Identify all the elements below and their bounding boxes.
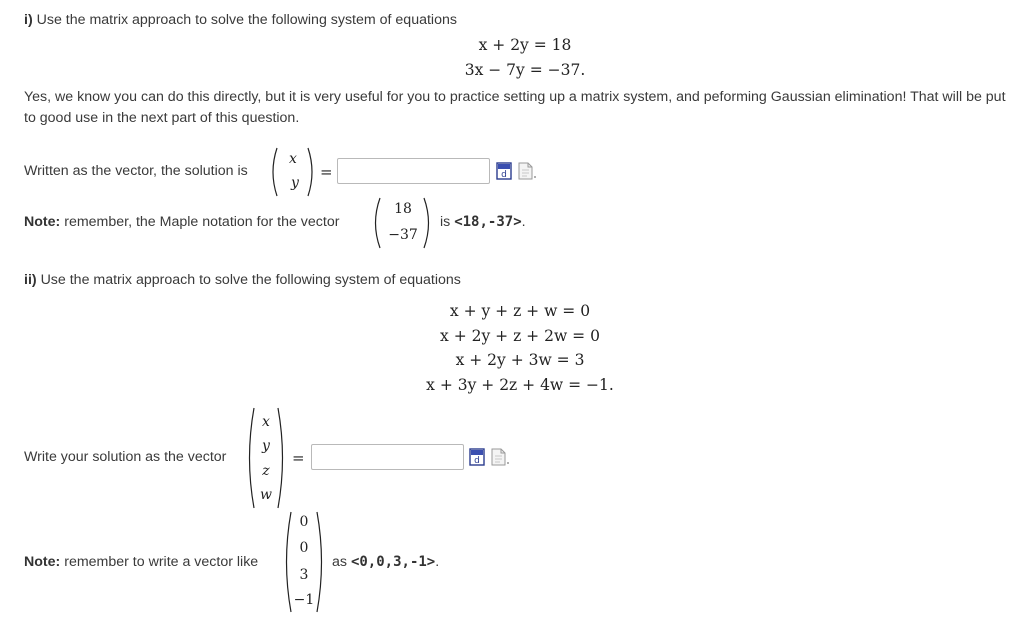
maple-preview-icon[interactable] [495, 161, 515, 181]
part1-note-code: <18,-37> [454, 214, 522, 230]
part2-heading-label: ii) [24, 272, 37, 288]
part1-vector-y: y [291, 175, 299, 191]
help-document-icon[interactable] [489, 447, 511, 467]
part2-note-vector-1: 0 [299, 514, 309, 530]
part2-vector-w: w [260, 487, 272, 503]
part2-note-text: remember to write a vector like [64, 554, 259, 570]
part2-note-code: <0,0,3,-1> [350, 554, 436, 570]
svg-text:d: d [474, 456, 480, 466]
part2-vector-y: y [262, 438, 270, 454]
part1-prompt: Written as the vector, the solution is [24, 163, 248, 179]
part1-equals: = [320, 163, 333, 181]
part2-note-vector-4: −1 [293, 592, 315, 608]
part1-heading [24, 12, 457, 28]
part2-heading [24, 272, 461, 288]
part2-vector-z: z [262, 463, 270, 479]
part1-note-text: remember, the Maple notation for the vector [64, 214, 340, 230]
part2-vector-x: x [262, 414, 270, 430]
part2-note-label: Note: [24, 554, 61, 570]
part1-heading-label: i) [24, 12, 33, 28]
part1-note-tail [440, 214, 526, 230]
part2-note-vector-3: 3 [299, 567, 309, 583]
part2-prompt: Write your solution as the vector [24, 449, 227, 465]
part1-note-vector-1: 18 [394, 201, 412, 217]
part1-equation-system [400, 33, 650, 82]
part2-heading-text: Use the matrix approach to solve the following system of equations [40, 272, 461, 288]
part2-note [24, 554, 258, 570]
part2-note-end: . [435, 554, 440, 570]
svg-text:d: d [501, 170, 507, 180]
part1-answer-input[interactable] [337, 158, 490, 184]
part2-answer-input[interactable] [311, 444, 464, 470]
maple-preview-icon[interactable] [468, 447, 488, 467]
part2-equals: = [292, 449, 305, 467]
part1-vector-x: x [289, 151, 297, 167]
part1-paragraph: Yes, we know you can do this directly, but it is very useful for you to practice setting up a matrix system, and peforming Gaussian elimination! That will be put to good use in the next part of this question. [24, 89, 1006, 126]
part1-equation-2: 3x − 7y = −37. [464, 60, 586, 79]
part2-equation-1: x + y + z + w = 0 [449, 302, 591, 320]
part1-note-vector-2: −37 [388, 227, 418, 243]
help-document-icon[interactable] [516, 161, 538, 181]
part1-note-is: is [440, 214, 451, 230]
part1-heading-text: Use the matrix approach to solve the following system of equations [36, 12, 457, 28]
part2-equation-2: x + 2y + z + 2w = 0 [440, 326, 600, 345]
part2-equation-3: x + 2y + 3w = 3 [455, 351, 585, 369]
part2-note-vector-2: 0 [299, 540, 309, 556]
part1-equation-1: x + 2y = 18 [478, 36, 572, 54]
part1-note-end: . [521, 214, 526, 230]
part2-note-tail [332, 554, 439, 570]
part2-equation-system [400, 299, 640, 397]
part1-note [24, 214, 339, 230]
part1-note-label: Note: [24, 214, 61, 230]
part2-note-as: as [332, 554, 347, 570]
part2-equation-4: x + 3y + 2z + 4w = −1. [426, 375, 614, 394]
